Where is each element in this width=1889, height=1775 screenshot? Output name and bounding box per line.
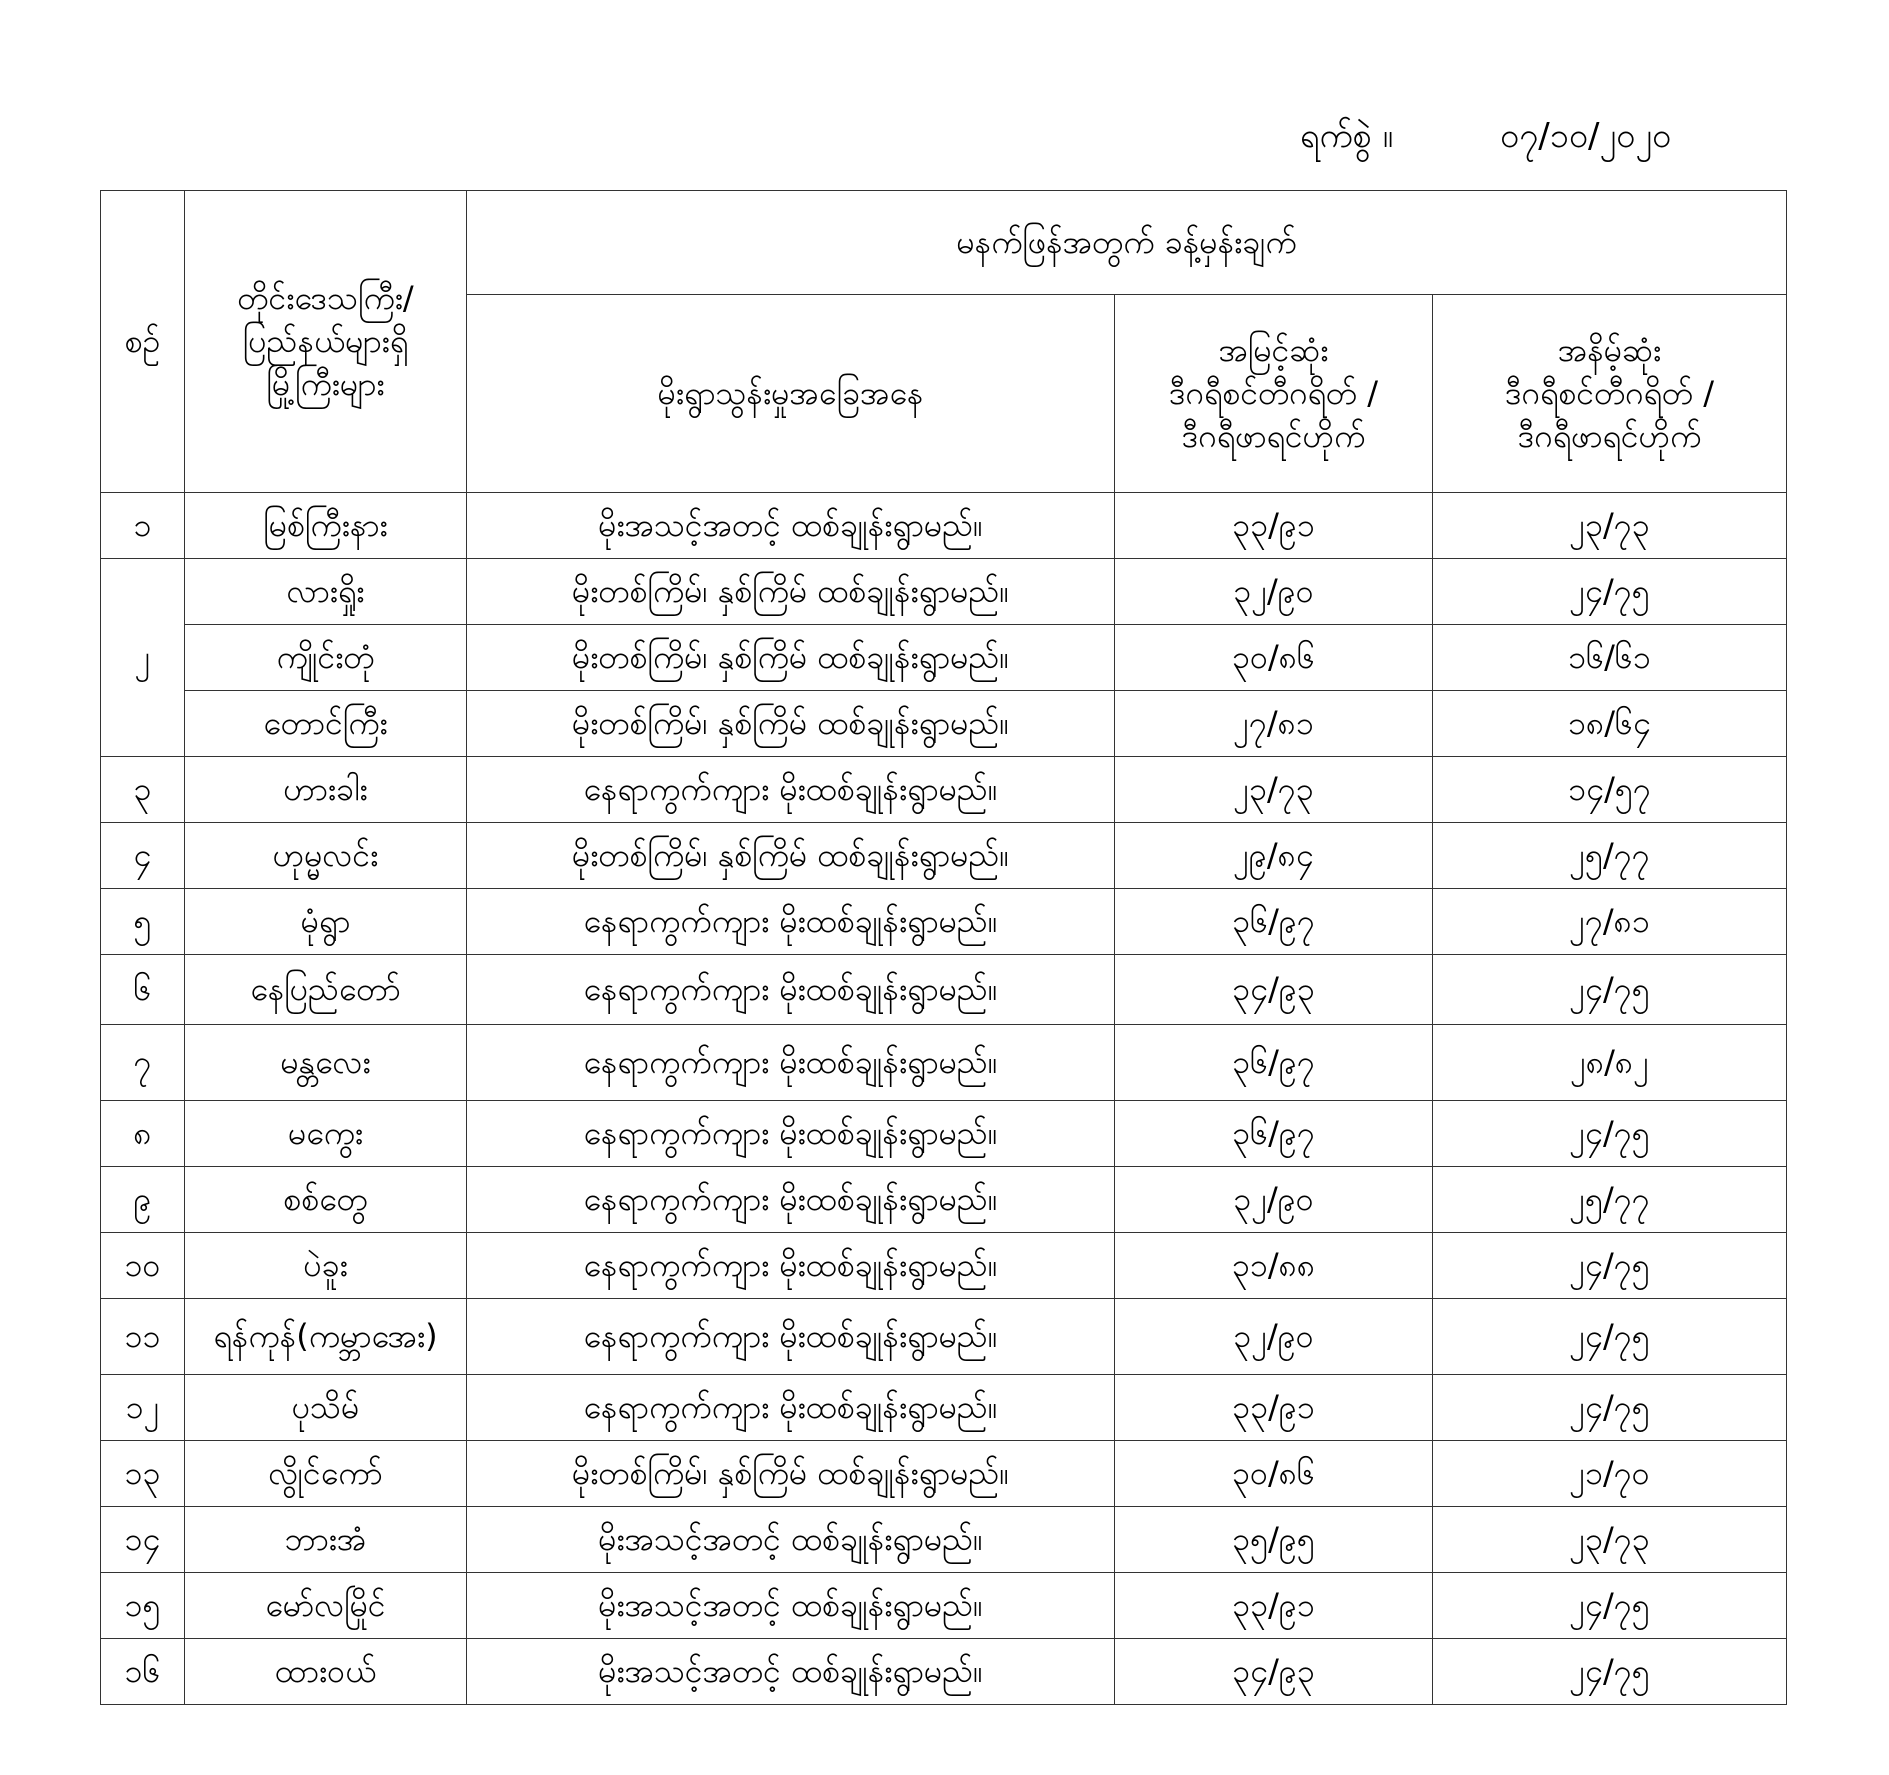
cell-city: ကျိုင်းတုံ [185,625,467,691]
cell-condition: မိုးအသင့်အတင့် ထစ်ချုန်းရွာမည်။ [467,1639,1115,1705]
cell-no: ၁၅ [101,1573,185,1639]
cell-condition: မိုးအသင့်အတင့် ထစ်ချုန်းရွာမည်။ [467,493,1115,559]
cell-no: ၅ [101,889,185,955]
cell-max: ၃၀/၈၆ [1115,625,1433,691]
table-row [101,559,1787,625]
cell-no: ၇ [101,1025,185,1101]
table-row [101,955,1787,1025]
cell-max: ၂၇/၈၁ [1115,691,1433,757]
cell-city: တောင်ကြီး [185,691,467,757]
cell-max: ၃၄/၉၃ [1115,1639,1433,1705]
cell-max: ၃၃/၉၁ [1115,1375,1433,1441]
cell-min: ၂၄/၇၅ [1433,955,1787,1025]
cell-condition: နေရာကွက်ကျား မိုးထစ်ချုန်းရွာမည်။ [467,1101,1115,1167]
cell-min: ၂၇/၈၁ [1433,889,1787,955]
cell-max: ၃၆/၉၇ [1115,889,1433,955]
table-row [101,823,1787,889]
table-row [101,691,1787,757]
cell-condition: မိုးတစ်ကြိမ်၊ နှစ်ကြိမ် ထစ်ချုန်းရွာမည်။ [467,1441,1115,1507]
table-row [101,1233,1787,1299]
cell-min: ၂၁/၇၀ [1433,1441,1787,1507]
cell-condition: နေရာကွက်ကျား မိုးထစ်ချုန်းရွာမည်။ [467,1375,1115,1441]
cell-city: မုံရွာ [185,889,467,955]
cell-no: ၄ [101,823,185,889]
cell-city: ပဲခူး [185,1233,467,1299]
cell-min: ၂၃/၇၃ [1433,1507,1787,1573]
cell-max: ၃၅/၉၅ [1115,1507,1433,1573]
cell-city: ဟုမ္မလင်း [185,823,467,889]
cell-min: ၂၄/၇၅ [1433,1375,1787,1441]
forecast-table [100,190,1787,1705]
table-row [101,1025,1787,1101]
header-forecast-group: မနက်ဖြန်အတွက် ခန့်မှန်းချက် [467,191,1787,295]
cell-condition: နေရာကွက်ကျား မိုးထစ်ချုန်းရွာမည်။ [467,955,1115,1025]
date-line [1300,108,1720,168]
table-row [101,757,1787,823]
cell-min: ၂၅/၇၇ [1433,823,1787,889]
cell-city: နေပြည်တော် [185,955,467,1025]
cell-max: ၃၃/၉၁ [1115,1573,1433,1639]
cell-min: ၂၈/၈၂ [1433,1025,1787,1101]
cell-no: ၃ [101,757,185,823]
cell-condition: နေရာကွက်ကျား မိုးထစ်ချုန်းရွာမည်။ [467,1233,1115,1299]
cell-no: ၆ [101,955,185,1025]
header-min-temp: အနိမ့်ဆုံး ဒီဂရီစင်တီဂရိတ် / ဒီဂရီဖာရင်ဟိုက် [1433,295,1787,493]
date-value: ၀၇/၁၀/၂၀၂၀ [1500,115,1672,156]
cell-no: ၂ [101,559,185,757]
date-label: ရက်စွဲ ။ [1300,115,1394,156]
cell-no: ၉ [101,1167,185,1233]
cell-max: ၃၂/၉၀ [1115,1299,1433,1375]
cell-min: ၁၈/၆၄ [1433,691,1787,757]
table-row [101,493,1787,559]
cell-no: ၁၆ [101,1639,185,1705]
cell-min: ၂၄/၇၅ [1433,1101,1787,1167]
cell-condition: မိုးအသင့်အတင့် ထစ်ချုန်းရွာမည်။ [467,1573,1115,1639]
cell-max: ၃၂/၉၀ [1115,559,1433,625]
cell-city: မန္တလေး [185,1025,467,1101]
cell-min: ၂၄/၇၅ [1433,1299,1787,1375]
cell-min: ၂၅/၇၇ [1433,1167,1787,1233]
cell-city: ပုသိမ် [185,1375,467,1441]
cell-max: ၃၆/၉၇ [1115,1025,1433,1101]
cell-condition: နေရာကွက်ကျား မိုးထစ်ချုန်းရွာမည်။ [467,889,1115,955]
cell-max: ၃၄/၉၃ [1115,955,1433,1025]
table-row [101,1299,1787,1375]
header-max-temp: အမြင့်ဆုံး ဒီဂရီစင်တီဂရိတ် / ဒီဂရီဖာရင်ဟိုက် [1115,295,1433,493]
cell-condition: မိုးတစ်ကြိမ်၊ နှစ်ကြိမ် ထစ်ချုန်းရွာမည်။ [467,823,1115,889]
cell-no: ၈ [101,1101,185,1167]
table-row [101,889,1787,955]
cell-min: ၂၄/၇၅ [1433,1233,1787,1299]
table-body [101,493,1787,1705]
cell-city: ထားဝယ် [185,1639,467,1705]
cell-condition: နေရာကွက်ကျား မိုးထစ်ချုန်းရွာမည်။ [467,1025,1115,1101]
cell-condition: နေရာကွက်ကျား မိုးထစ်ချုန်းရွာမည်။ [467,1299,1115,1375]
header-condition: မိုးရွာသွန်းမှုအခြေအနေ [467,295,1115,493]
cell-max: ၃၃/၉၁ [1115,493,1433,559]
cell-condition: မိုးတစ်ကြိမ်၊ နှစ်ကြိမ် ထစ်ချုန်းရွာမည်။ [467,625,1115,691]
cell-no: ၁၂ [101,1375,185,1441]
cell-min: ၂၄/၇၅ [1433,1639,1787,1705]
cell-no: ၁၁ [101,1299,185,1375]
table-row [101,1441,1787,1507]
header-city: တိုင်းဒေသကြီး/ ပြည်နယ်များရှိ မြို့ကြီးများ [185,191,467,493]
cell-city: စစ်တွေ [185,1167,467,1233]
cell-city: မော်လမြိုင် [185,1573,467,1639]
cell-min: ၂၄/၇၅ [1433,1573,1787,1639]
table-row [101,1639,1787,1705]
cell-city: ရန်ကုန်(ကမ္ဘာအေး) [185,1299,467,1375]
table-row [101,1573,1787,1639]
cell-max: ၃၆/၉၇ [1115,1101,1433,1167]
cell-min: ၂၄/၇၅ [1433,559,1787,625]
table-row [101,1507,1787,1573]
cell-condition: မိုးအသင့်အတင့် ထစ်ချုန်းရွာမည်။ [467,1507,1115,1573]
table-row [101,1167,1787,1233]
header-no: စဉ် [101,191,185,493]
cell-min: ၁၄/၅၇ [1433,757,1787,823]
cell-max: ၃၁/၈၈ [1115,1233,1433,1299]
cell-no: ၁၄ [101,1507,185,1573]
cell-no: ၁၀ [101,1233,185,1299]
cell-max: ၂၃/၇၃ [1115,757,1433,823]
cell-condition: နေရာကွက်ကျား မိုးထစ်ချုန်းရွာမည်။ [467,1167,1115,1233]
cell-condition: နေရာကွက်ကျား မိုးထစ်ချုန်းရွာမည်။ [467,757,1115,823]
cell-max: ၃၀/၈၆ [1115,1441,1433,1507]
cell-min: ၂၃/၇၃ [1433,493,1787,559]
cell-city: လွိုင်ကော် [185,1441,467,1507]
cell-no: ၁၃ [101,1441,185,1507]
cell-max: ၂၉/၈၄ [1115,823,1433,889]
cell-condition: မိုးတစ်ကြိမ်၊ နှစ်ကြိမ် ထစ်ချုန်းရွာမည်။ [467,691,1115,757]
cell-city: ဘားအံ [185,1507,467,1573]
cell-no: ၁ [101,493,185,559]
cell-min: ၁၆/၆၁ [1433,625,1787,691]
cell-max: ၃၂/၉၀ [1115,1167,1433,1233]
cell-condition: မိုးတစ်ကြိမ်၊ နှစ်ကြိမ် ထစ်ချုန်းရွာမည်။ [467,559,1115,625]
cell-city: လားရှိုး [185,559,467,625]
cell-city: မြစ်ကြီးနား [185,493,467,559]
table-row [101,625,1787,691]
table-row [101,1101,1787,1167]
cell-city: ဟားခါး [185,757,467,823]
cell-city: မကွေး [185,1101,467,1167]
table-row [101,1375,1787,1441]
